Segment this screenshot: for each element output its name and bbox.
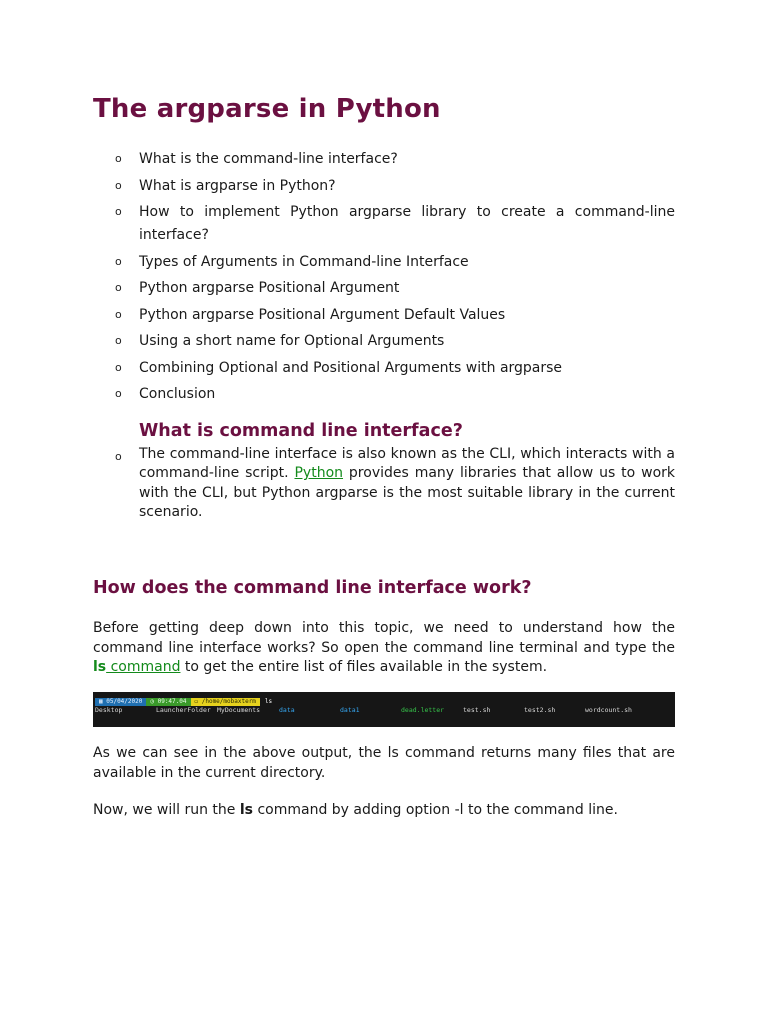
bullet-icon: o <box>115 178 122 192</box>
ls-bold: ls <box>93 659 107 676</box>
bullet-icon: o <box>115 360 122 374</box>
bullet-icon: o <box>115 152 122 165</box>
terminal-file: dead.letter <box>401 706 445 714</box>
section-heading-how: How does the command line interface work? <box>93 578 532 598</box>
toc-item <box>93 304 675 326</box>
terminal-file: data1 <box>340 706 360 714</box>
terminal-file: test2.sh <box>524 706 556 714</box>
toc-item-text: How to implement Python argparse library to create a command-line interface? <box>139 204 675 243</box>
prompt-date: ▦ 05/04/2020 <box>95 698 146 706</box>
ls-command-link[interactable]: command <box>106 659 181 676</box>
bullet-icon: o <box>115 307 122 321</box>
section-heading-cli: What is command line interface? <box>139 421 463 441</box>
toc-item-text: Types of Arguments in Command-line Interface <box>139 253 469 270</box>
toc-item-text: Combining Optional and Positional Arguments with argparse <box>139 359 563 376</box>
terminal-file: LauncherFolder <box>156 706 211 714</box>
toc-item <box>93 175 675 197</box>
terminal-file: data <box>279 706 295 714</box>
terminal-prompt <box>95 698 276 706</box>
terminal-file-list <box>95 706 673 714</box>
toc-item-text: Conclusion <box>139 386 216 402</box>
toc-item <box>93 201 675 246</box>
how-paragraph: Before getting deep down into this topic, we need to understand how the command line interface works? So open the command line terminal and type the ls command to get the entire list of files available in the system. <box>93 620 675 676</box>
toc-item <box>93 357 675 379</box>
toc-item-text: Python argparse Positional Argument <box>139 280 400 296</box>
prompt-command: ls <box>264 698 273 705</box>
toc-item-text: What is the command-line interface? <box>139 151 398 167</box>
ls-bold: ls <box>239 802 253 818</box>
toc-item <box>93 277 675 299</box>
toc-item-text: Using a short name for Optional Arguments <box>139 333 445 349</box>
terminal-file: MyDocuments <box>217 706 261 714</box>
python-link[interactable]: Python <box>294 465 344 482</box>
bullet-icon: o <box>115 450 122 463</box>
terminal-file: test.sh <box>463 706 491 714</box>
bullet-icon: o <box>115 281 122 294</box>
prompt-time: ◷ 09:47.04 <box>146 698 190 706</box>
toc-item <box>93 251 675 273</box>
bullet-icon: o <box>115 205 122 218</box>
toc-item <box>93 383 675 405</box>
toc-item-text: What is argparse in Python? <box>139 177 336 194</box>
bullet-icon: o <box>115 254 122 268</box>
bullet-icon: o <box>115 387 122 400</box>
terminal-file: Desktop <box>95 706 123 714</box>
cli-paragraph: The command-line interface is also known as the CLI, which interacts with a command-line script. Python provides many libraries that allow us to work with the CLI, but Python argparse is the most suitable library in the current scenario. <box>139 446 675 520</box>
bullet-icon: o <box>115 334 122 347</box>
toc-item-text: Python argparse Positional Argument Default Values <box>139 306 506 323</box>
prompt-path: ▭ /home/mobaxterm <box>191 698 260 706</box>
page-title: The argparse in Python <box>93 94 441 124</box>
output-paragraph: As we can see in the above output, the ls command returns many files that are available in the current directory. <box>93 745 675 781</box>
toc-item <box>93 148 675 170</box>
next-step-paragraph: Now, we will run the ls command by adding option -l to the command line. <box>93 802 618 818</box>
toc-item <box>93 330 675 352</box>
terminal-screenshot <box>93 692 675 727</box>
terminal-file: wordcount.sh <box>585 706 632 714</box>
table-of-contents <box>93 148 675 410</box>
